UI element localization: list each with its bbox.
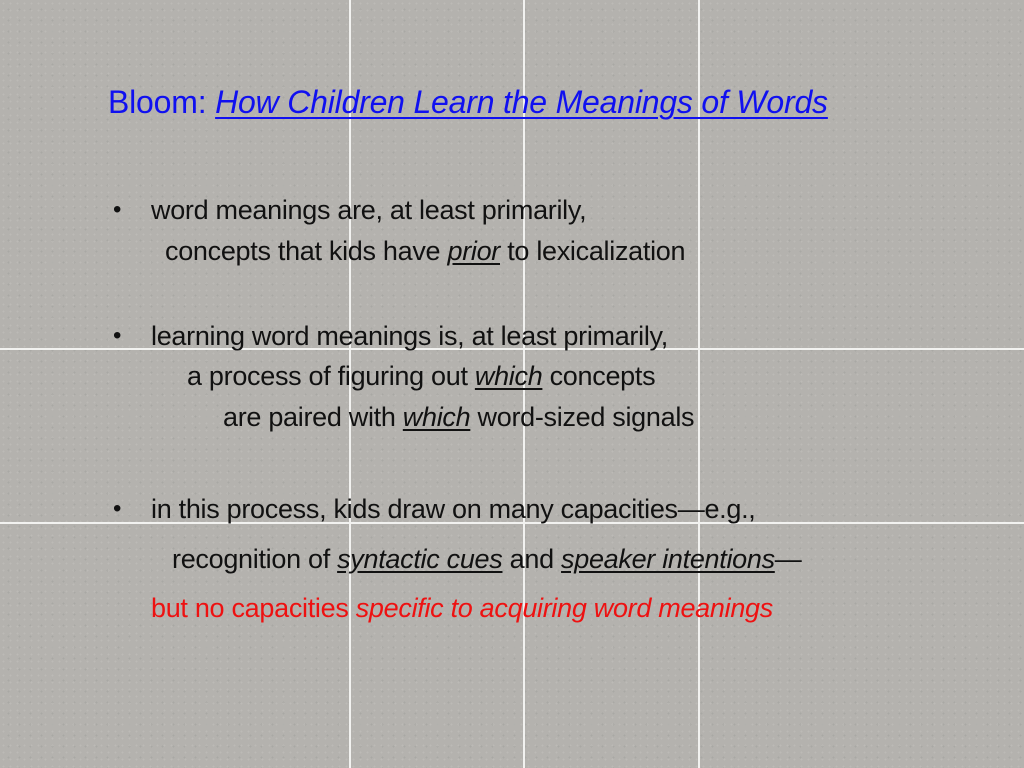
text-run: are paired with	[223, 402, 403, 432]
bullet-1-line-1: word meanings are, at least primarily,	[151, 195, 587, 225]
title-prefix: Bloom:	[108, 84, 216, 120]
text-run: a process of figuring out	[187, 361, 475, 391]
text-run: concepts	[542, 361, 656, 391]
title-link[interactable]: How Children Learn the Meanings of Words	[215, 84, 828, 120]
bullet-marker: •	[113, 495, 122, 522]
text-run: recognition of	[172, 544, 338, 574]
text-run: —	[774, 544, 802, 574]
text-run: word-sized signals	[470, 402, 695, 432]
text-run: but no capacities	[151, 593, 356, 623]
slide-title	[108, 84, 828, 121]
bullet-3-line-2	[172, 544, 802, 575]
bullet-marker: •	[113, 196, 122, 223]
bullet-2-line-2	[187, 361, 655, 392]
bullet-marker: •	[113, 322, 122, 349]
bullet-3-line-1: in this process, kids draw on many capacities—e.g.,	[151, 494, 756, 524]
bullet-2-line-3	[223, 402, 694, 433]
emphasis-which: which	[474, 361, 543, 391]
text-run: concepts that kids have	[165, 236, 448, 266]
emphasis-syntactic-cues: syntactic cues	[337, 544, 503, 574]
bullet-1-line-2	[165, 236, 685, 267]
emphasis-speaker-intentions: speaker intentions	[561, 544, 775, 574]
text-run: to lexicalization	[500, 236, 686, 266]
emphasis-specific-capacities: specific to acquiring word meanings	[355, 593, 773, 623]
emphasis-prior: prior	[447, 236, 500, 266]
bullet-2-line-1: learning word meanings is, at least primarily,	[151, 321, 668, 351]
bullet-3-line-3-highlight	[151, 593, 773, 624]
text-run: and	[502, 544, 562, 574]
emphasis-which: which	[402, 402, 471, 432]
